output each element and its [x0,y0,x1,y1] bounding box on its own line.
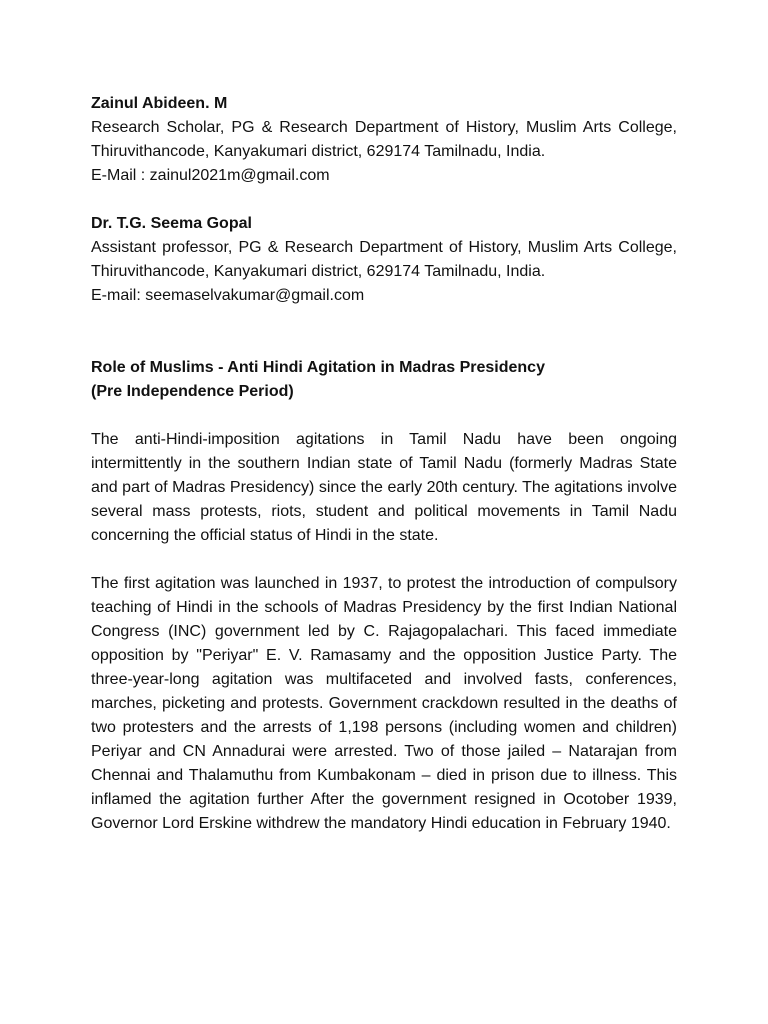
body-paragraph-2: The first agitation was launched in 1937, to protest the introduction of compulsory teaching of Hindi in the schools of Madras Presidency by the first Indian National Congress (INC) government led by C. Rajagopalachari. This faced immediate opposition by "Periyar" E. V. Ramasamy and the opposition Justice Party. The three-year-long agitation was multifaceted and involved fasts, conferences, marches, picketing and protests. Government crackdown resulted in the deaths of two protesters and the arrests of 1,198 persons (including women and children) Periyar and CN Annadurai were arrested. Two of those jailed – Natarajan from Chennai and Thalamuthu from Kumbakonam – died in prison due to illness. This inflamed the agitation further After the government resigned in Ocotober 1939, Governor Lord Erskine withdrew the mandatory Hindi education in February 1940. [91,575,677,832]
author-name: Dr. T.G. Seema Gopal [91,215,252,232]
spacer [91,548,677,572]
author-block-2 [91,212,677,308]
spacer [91,308,677,356]
author-block-1 [91,92,677,188]
author-email: E-Mail : zainul2021m@gmail.com [91,167,330,184]
author-affiliation: Research Scholar, PG & Research Department of History, Muslim Arts College, Thiruvithancode, Kanyakumari district, 629174 Tamilnadu, India. [91,119,677,160]
title-line-2: (Pre Independence Period) [91,383,294,400]
body-paragraph-1: The anti-Hindi-imposition agitations in Tamil Nadu have been ongoing intermittently in the southern Indian state of Tamil Nadu (formerly Madras State and part of Madras Presidency) since the early 20th century. The agitations involve several mass protests, riots, student and political movements in Tamil Nadu concerning the official status of Hindi in the state. [91,431,677,544]
spacer [91,404,677,428]
author-email: E-mail: seemaselvakumar@gmail.com [91,287,365,304]
author-affiliation: Assistant professor, PG & Research Department of History, Muslim Arts College, Thiruvithancode, Kanyakumari district, 629174 Tamilnadu, India. [91,239,677,280]
author-name: Zainul Abideen. M [91,95,228,112]
document-page [91,92,677,836]
article-title [91,356,677,404]
spacer [91,188,677,212]
title-line-1: Role of Muslims - Anti Hindi Agitation in Madras Presidency [91,359,545,376]
